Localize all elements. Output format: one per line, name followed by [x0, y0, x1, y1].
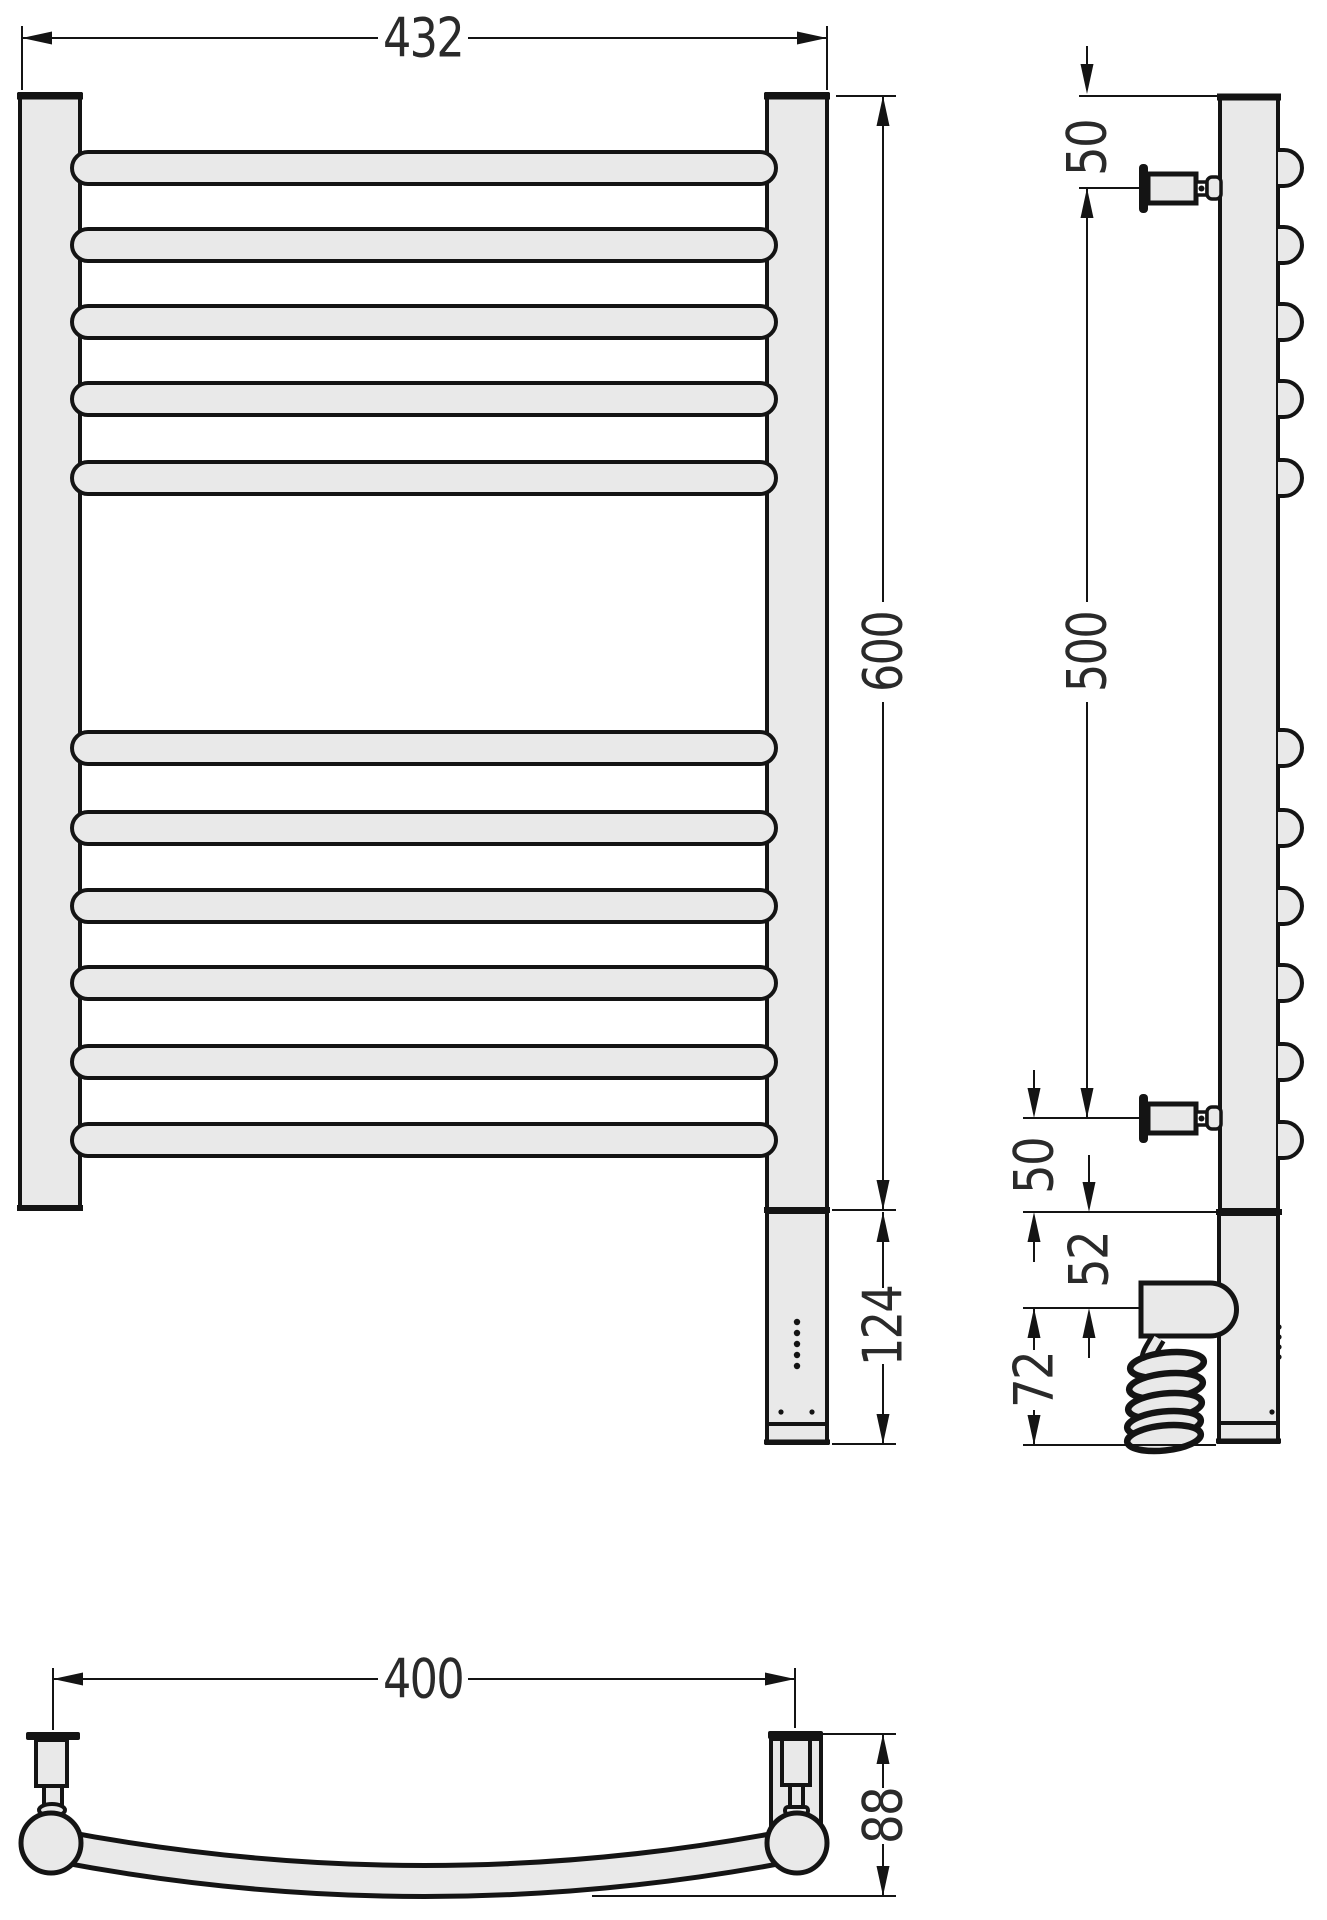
wall-bracket-upper [1139, 164, 1221, 213]
dim-side-top-offset [1056, 46, 1218, 188]
arrowhead-right-icon [797, 32, 827, 45]
bracket-pin-dot [1199, 186, 1205, 192]
rung [72, 462, 776, 494]
arrowhead-left-icon [22, 32, 52, 45]
dim-front-height [832, 96, 915, 1210]
dim-side-element-offset-label: 52 [1057, 1223, 1121, 1288]
arrowhead-down-icon [1083, 1182, 1096, 1212]
rung [72, 1046, 776, 1078]
heater-housing-front [767, 1212, 827, 1424]
rung [72, 890, 776, 922]
bottom-rail-tube [58, 1846, 790, 1881]
rung-end [1278, 1122, 1302, 1158]
dim-bottom-depth-label: 88 [851, 1779, 915, 1844]
dim-side-bracket-span-label: 500 [1055, 594, 1119, 692]
right-post [767, 94, 827, 1210]
bracket-flange [768, 1731, 823, 1739]
arrowhead-left-icon [53, 1673, 83, 1686]
bracket-body [36, 1740, 67, 1786]
rung-end [1278, 381, 1302, 417]
arrowhead-up-icon [877, 1734, 890, 1764]
arrowhead-down-icon [1028, 1088, 1041, 1118]
rung [72, 383, 776, 415]
left-post [20, 94, 80, 1209]
bottom-view [21, 1648, 915, 1897]
arrowhead-down-icon [1081, 1088, 1094, 1118]
arrowhead-down-icon [877, 1866, 890, 1896]
rung [72, 732, 776, 764]
dim-front-width [22, 7, 827, 91]
dim-front-width-label: 432 [383, 6, 463, 70]
heater-screw-dot-side [1269, 1409, 1274, 1414]
bracket-body [782, 1739, 810, 1785]
arrowhead-up-icon [1028, 1308, 1041, 1338]
dim-side-bracket-span [1023, 188, 1140, 1118]
arrowhead-up-icon [877, 1212, 890, 1242]
heating-element [1141, 1283, 1237, 1336]
arrowhead-down-icon [877, 1414, 890, 1444]
heater-screw-dot [809, 1409, 814, 1414]
bracket-collar [1207, 1107, 1221, 1129]
post-end-left [21, 1813, 81, 1873]
bracket-pin-dot [1199, 1116, 1205, 1122]
cable-coil [1126, 1349, 1205, 1455]
dim-front-height-label: 600 [851, 594, 915, 692]
arrowhead-up-icon [1081, 188, 1094, 218]
side-view [1003, 46, 1303, 1454]
wall-bracket-left [26, 1732, 80, 1816]
rung-end [1278, 150, 1302, 186]
dim-heater-height [832, 1212, 915, 1444]
dim-side-element-depth-label: 72 [1002, 1343, 1066, 1408]
rung-end [1278, 304, 1302, 340]
dim-side-top-offset-label: 50 [1055, 111, 1119, 176]
arrowhead-up-icon [877, 96, 890, 126]
rung-end [1278, 888, 1302, 924]
rung [72, 812, 776, 844]
rung-end [1278, 730, 1302, 766]
dim-bottom-bracket-spacing-label: 400 [383, 1647, 463, 1711]
rung [72, 1124, 776, 1156]
rung-end [1278, 460, 1302, 496]
post-end-right [767, 1813, 827, 1873]
rung-end [1278, 1044, 1302, 1080]
rung-group [72, 152, 776, 1156]
arrowhead-down-icon [1028, 1415, 1041, 1445]
bracket-body [1148, 1104, 1196, 1133]
rung [72, 229, 776, 261]
dim-heater-height-label: 124 [851, 1268, 915, 1366]
rung-end [1278, 227, 1302, 263]
arrowhead-up-icon [1028, 1212, 1041, 1242]
arrowhead-down-icon [1081, 64, 1094, 94]
bracket-body [1148, 174, 1196, 203]
heater-screw-dot [778, 1409, 783, 1414]
dim-bottom-bracket-spacing [53, 1648, 795, 1731]
bracket-neck [790, 1785, 803, 1807]
rung-end [1278, 965, 1302, 1001]
wall-bracket-lower [1139, 1094, 1221, 1143]
rung-end [1278, 810, 1302, 846]
power-cable [1126, 1338, 1205, 1454]
bracket-collar [1207, 177, 1221, 199]
rung [72, 967, 776, 999]
arrowhead-down-icon [877, 1180, 890, 1210]
rung [72, 306, 776, 338]
rung [72, 152, 776, 184]
dim-side-bottom-offset-label: 50 [1002, 1129, 1066, 1194]
rail-profile [1220, 96, 1278, 1210]
arrowhead-up-icon [1083, 1308, 1096, 1338]
rung-end-group [1278, 150, 1302, 1158]
front-view [17, 7, 915, 1445]
arrowhead-right-icon [765, 1673, 795, 1686]
